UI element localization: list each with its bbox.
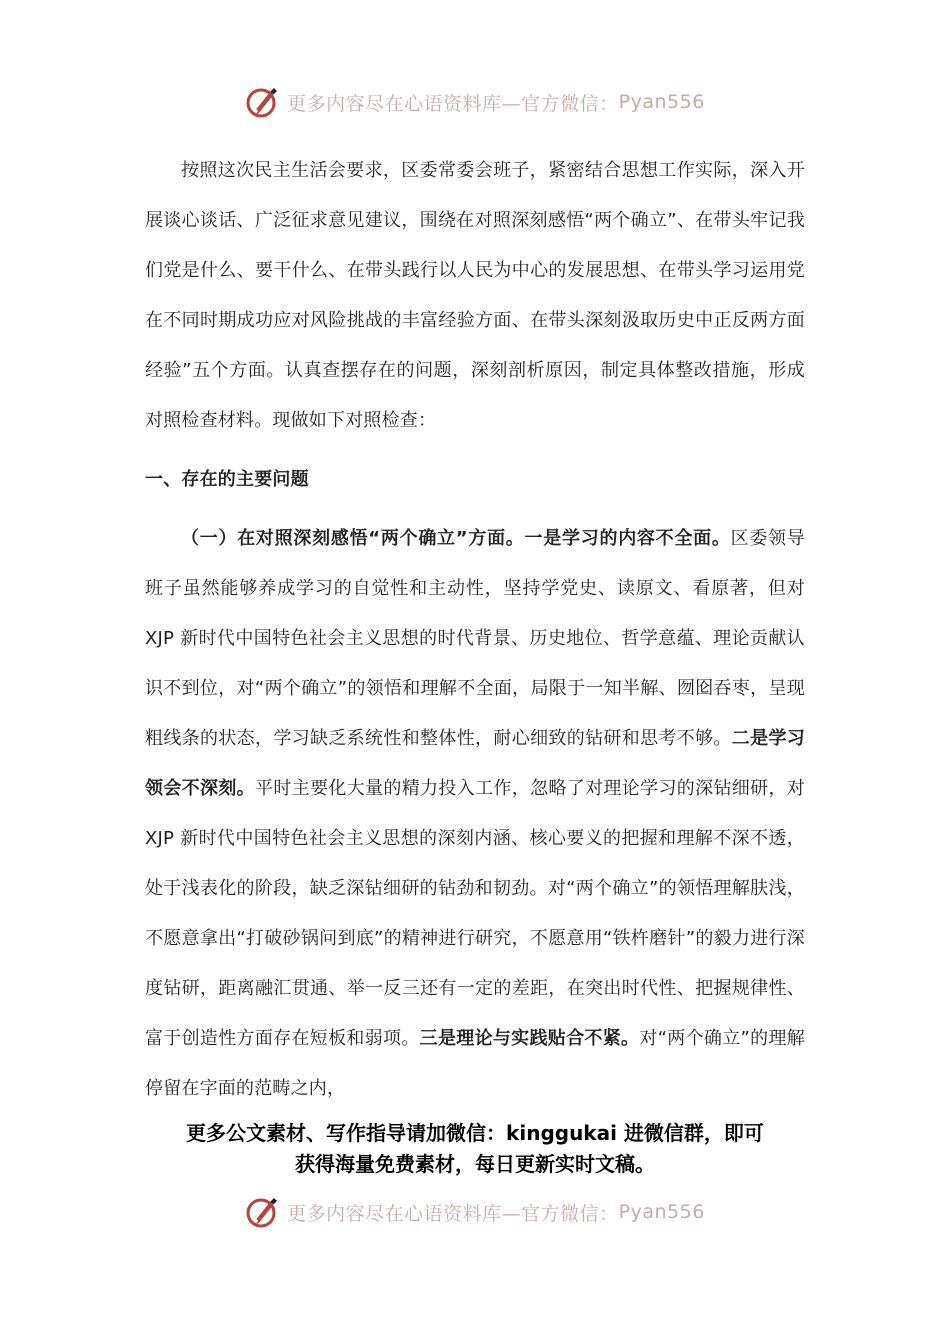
section-paragraph xyxy=(145,514,805,1114)
banner-wechat-id: Pyan556 xyxy=(618,91,705,113)
point-one-title: 一是学习的内容不全面。 xyxy=(524,528,731,549)
pen-circle-logo-icon xyxy=(245,85,279,119)
header-banner xyxy=(0,82,950,122)
intro-paragraph: 按照这次民主生活会要求，区委常委会班子，紧密结合思想工作实际，深入开展谈心谈话、广泛征求意见建议，围绕在对照深刻感悟“两个确立”、在带头牢记我们党是什么、要干什么、在带头践行以人民为中心的发展思想、在带头学习运用党在不同时期成功应对风险挑战的丰富经验方面、在带头深刻汲取历史中正反两方面经验”五个方面。认真查摆存在的问题，深刻剖析原因，制定具体整改措施，形成对照检查材料。现做如下对照检查： xyxy=(145,160,805,431)
promo-line-1: 更多公文素材、写作指导请加微信：kinggukai 进微信群，即可 xyxy=(186,1121,764,1145)
subsection-title: （一）在对照深刻感悟“两个确立”方面。 xyxy=(181,528,525,549)
pen-circle-logo-icon xyxy=(245,1195,279,1229)
promo-notice xyxy=(145,1118,805,1180)
document-body xyxy=(145,146,805,1114)
point-two-title: 二是学习领会不深刻。 xyxy=(145,728,805,799)
section-heading: 一、存在的主要问题 xyxy=(145,469,309,490)
point-three-text: 对“两个确立”的理解停留在字面的范畴之内， xyxy=(145,1028,805,1099)
banner-text: 更多内容尽在心语资料库—官方微信： xyxy=(287,92,619,115)
banner-text: 更多内容尽在心语资料库—官方微信： xyxy=(287,1202,619,1225)
banner-wechat-id: Pyan556 xyxy=(618,1201,705,1223)
promo-line-2: 获得海量免费素材，每日更新实时文稿。 xyxy=(295,1152,655,1176)
point-two-text: 平时主要化大量的精力投入工作，忽略了对理论学习的深钻细研，对 XJP 新时代中国特色社会主义思想的深刻内涵、核心要义的把握和理解不深不透，处于浅表化的阶段，缺乏深钻细研的钻劲和韧劲。对“两个确立”的领悟理解肤浅，不愿意拿出“打破砂锅问到底”的精神进行研究，不愿意用“铁杵磨针”的毅力进行深度钻研，距离融汇贯通、举一反三还有一定的差距，在突出时代性、把握规律性、富于创造性方面存在短板和弱项。 xyxy=(145,778,806,1049)
point-three-title: 三是理论与实践贴合不紧。 xyxy=(419,1028,640,1049)
footer-banner xyxy=(0,1192,950,1232)
point-one-text: 区委领导班子虽然能够养成学习的自觉性和主动性，坚持学党史、读原文、看原著，但对 XJP 新时代中国特色社会主义思想的时代背景、历史地位、哲学意蕴、理论贡献认识不到位，对“两个确立”的领悟和理解不全面，局限于一知半解、囫囵吞枣，呈现粗线条的状态，学习缺乏系统性和整体性，耐心细致的钻研和思考不够。 xyxy=(145,528,805,749)
